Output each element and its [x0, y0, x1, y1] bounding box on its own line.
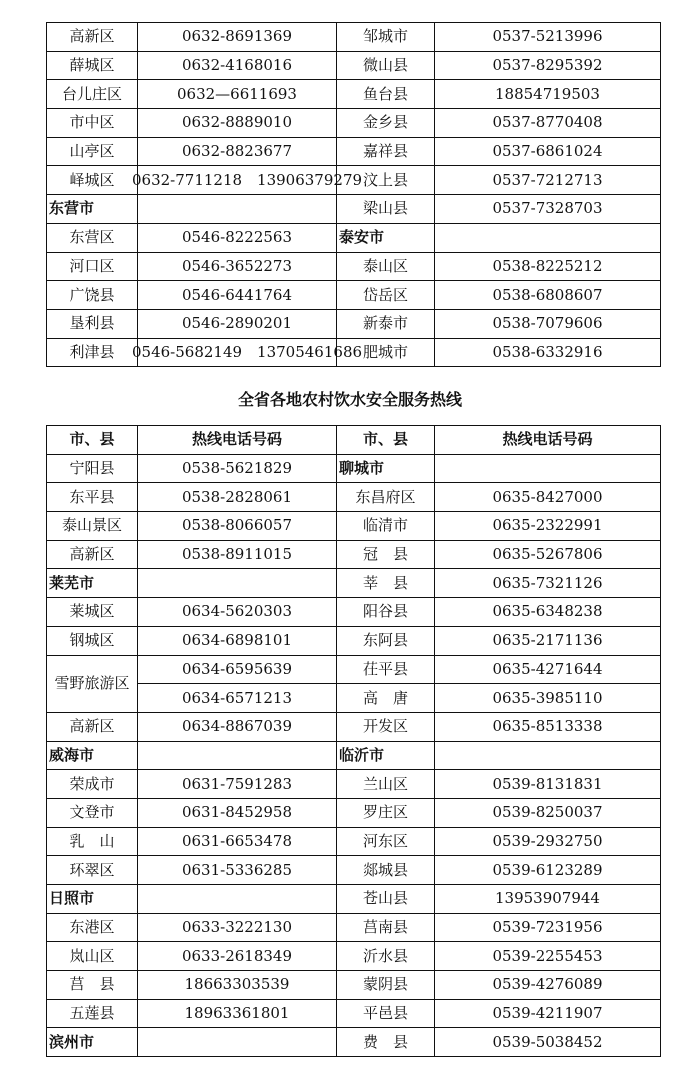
table-row	[47, 1028, 661, 1057]
phone-cell: 0634-5620303	[138, 598, 337, 627]
phone-cell: 0546-6441764	[138, 281, 337, 310]
county-cell: 五莲县	[47, 999, 138, 1028]
table-row	[47, 281, 661, 310]
column-header-county: 市、县	[47, 426, 138, 455]
phone-cell	[138, 741, 337, 770]
phone-cell: 0635-3985110	[435, 684, 661, 713]
phone-cell: 0537-8295392	[435, 51, 661, 80]
county-cell: 郯城县	[337, 856, 435, 885]
phone-cell: 0539-5038452	[435, 1028, 661, 1057]
county-cell: 利津县	[47, 338, 138, 367]
county-cell: 广饶县	[47, 281, 138, 310]
county-cell: 兰山区	[337, 770, 435, 799]
phone-cell: 0546-3652273	[138, 252, 337, 281]
table-row	[47, 770, 661, 799]
county-cell: 东昌府区	[337, 483, 435, 512]
table-row	[47, 166, 661, 195]
county-cell: 薛城区	[47, 51, 138, 80]
phone-cell: 0634-6595639	[138, 655, 337, 684]
county-cell: 东营区	[47, 223, 138, 252]
city-heading-cell: 威海市	[47, 741, 138, 770]
county-cell: 东平县	[47, 483, 138, 512]
column-header-county: 市、县	[337, 426, 435, 455]
county-cell: 开发区	[337, 712, 435, 741]
rural-water-hotline-table	[46, 425, 661, 1057]
table-row	[47, 223, 661, 252]
phone-cell: 0539-6123289	[435, 856, 661, 885]
table-row	[47, 798, 661, 827]
phone-cell: 0632-7711218 13906379279	[138, 166, 337, 195]
phone-cell: 0539-2932750	[435, 827, 661, 856]
county-cell: 沂水县	[337, 942, 435, 971]
phone-cell: 0634-8867039	[138, 712, 337, 741]
table-row	[47, 454, 661, 483]
county-cell: 阳谷县	[337, 598, 435, 627]
table-row	[47, 512, 661, 541]
county-cell: 泰山区	[337, 252, 435, 281]
phone-cell: 0538-6332916	[435, 338, 661, 367]
phone-cell: 0537-7328703	[435, 195, 661, 224]
table-row	[47, 338, 661, 367]
phone-cell: 0539-4276089	[435, 971, 661, 1000]
county-cell: 东港区	[47, 913, 138, 942]
county-cell: 梁山县	[337, 195, 435, 224]
county-cell: 市中区	[47, 109, 138, 138]
table-row	[47, 741, 661, 770]
phone-cell	[138, 569, 337, 598]
table-row	[47, 309, 661, 338]
phone-cell: 0632-8823677	[138, 137, 337, 166]
county-cell: 茌平县	[337, 655, 435, 684]
table-row	[47, 626, 661, 655]
city-heading-cell: 滨州市	[47, 1028, 138, 1057]
phone-cell	[138, 885, 337, 914]
county-cell: 莒 县	[47, 971, 138, 1000]
county-cell: 罗庄区	[337, 798, 435, 827]
county-cell: 钢城区	[47, 626, 138, 655]
phone-cell: 0538-5621829	[138, 454, 337, 483]
phone-cell: 0537-7212713	[435, 166, 661, 195]
table-row	[47, 252, 661, 281]
phone-cell: 0539-8250037	[435, 798, 661, 827]
phone-cell: 0635-7321126	[435, 569, 661, 598]
phone-cell: 0635-5267806	[435, 540, 661, 569]
table-row	[47, 80, 661, 109]
county-cell: 冠 县	[337, 540, 435, 569]
county-cell: 环翠区	[47, 856, 138, 885]
county-cell: 苍山县	[337, 885, 435, 914]
table-row	[47, 137, 661, 166]
city-heading-cell: 聊城市	[337, 454, 435, 483]
city-heading-cell: 泰安市	[337, 223, 435, 252]
phone-cell: 0635-8513338	[435, 712, 661, 741]
phone-cell: 0546-2890201	[138, 309, 337, 338]
table-row	[47, 885, 661, 914]
phone-cell	[435, 223, 661, 252]
city-heading-cell: 东营市	[47, 195, 138, 224]
county-cell: 高新区	[47, 23, 138, 52]
phone-cell: 0635-6348238	[435, 598, 661, 627]
table-row	[47, 195, 661, 224]
county-cell: 岱岳区	[337, 281, 435, 310]
phone-cell	[435, 741, 661, 770]
table-row	[47, 598, 661, 627]
table-row	[47, 51, 661, 80]
phone-cell: 0538-8066057	[138, 512, 337, 541]
county-cell: 高 唐	[337, 684, 435, 713]
phone-cell: 0539-4211907	[435, 999, 661, 1028]
phone-cell: 0539-7231956	[435, 913, 661, 942]
table-row	[47, 971, 661, 1000]
city-heading-cell: 莱芜市	[47, 569, 138, 598]
county-cell: 平邑县	[337, 999, 435, 1028]
county-cell: 岚山区	[47, 942, 138, 971]
phone-cell: 0537-6861024	[435, 137, 661, 166]
phone-cell: 0538-7079606	[435, 309, 661, 338]
county-cell: 垦利县	[47, 309, 138, 338]
phone-cell: 0539-8131831	[435, 770, 661, 799]
county-cell: 峄城区	[47, 166, 138, 195]
phone-cell: 0538-8225212	[435, 252, 661, 281]
county-cell: 微山县	[337, 51, 435, 80]
county-cell: 莒南县	[337, 913, 435, 942]
county-cell: 鱼台县	[337, 80, 435, 109]
phone-cell: 0632-8889010	[138, 109, 337, 138]
phone-cell: 13953907944	[435, 885, 661, 914]
phone-cell: 0631-8452958	[138, 798, 337, 827]
county-cell: 莱城区	[47, 598, 138, 627]
table-row	[47, 999, 661, 1028]
table-row	[47, 540, 661, 569]
county-cell: 文登市	[47, 798, 138, 827]
phone-cell: 0635-8427000	[435, 483, 661, 512]
table-row	[47, 655, 661, 684]
table-row	[47, 827, 661, 856]
county-cell: 乳 山	[47, 827, 138, 856]
section-title: 全省各地农村饮水安全服务热线	[237, 390, 462, 409]
county-cell: 莘 县	[337, 569, 435, 598]
phone-cell: 0635-4271644	[435, 655, 661, 684]
county-cell: 蒙阴县	[337, 971, 435, 1000]
city-heading-cell: 日照市	[47, 885, 138, 914]
phone-cell	[435, 454, 661, 483]
phone-cell: 0635-2322991	[435, 512, 661, 541]
phone-cell: 18963361801	[138, 999, 337, 1028]
county-cell-merged: 雪野旅游区	[47, 655, 138, 712]
column-header-phone: 热线电话号码	[435, 426, 661, 455]
table-row	[47, 942, 661, 971]
phone-cell: 0538-6808607	[435, 281, 661, 310]
county-cell: 河口区	[47, 252, 138, 281]
county-cell: 邹城市	[337, 23, 435, 52]
county-cell: 河东区	[337, 827, 435, 856]
phone-cell: 18854719503	[435, 80, 661, 109]
table-row	[47, 684, 661, 713]
phone-cell: 0632—6611693	[138, 80, 337, 109]
table-row	[47, 483, 661, 512]
phone-cell: 0537-5213996	[435, 23, 661, 52]
county-cell: 高新区	[47, 712, 138, 741]
phone-cell: 0538-2828061	[138, 483, 337, 512]
county-cell: 汶上县	[337, 166, 435, 195]
county-cell: 费 县	[337, 1028, 435, 1057]
table-row	[47, 23, 661, 52]
county-cell: 宁阳县	[47, 454, 138, 483]
county-cell: 临清市	[337, 512, 435, 541]
county-cell: 嘉祥县	[337, 137, 435, 166]
county-cell: 东阿县	[337, 626, 435, 655]
phone-cell: 18663303539	[138, 971, 337, 1000]
phone-cell: 0634-6898101	[138, 626, 337, 655]
table-row	[47, 913, 661, 942]
table-row	[47, 109, 661, 138]
county-cell: 山亭区	[47, 137, 138, 166]
phone-cell: 0635-2171136	[435, 626, 661, 655]
phone-cell: 0633-2618349	[138, 942, 337, 971]
county-cell: 台儿庄区	[47, 80, 138, 109]
county-cell: 金乡县	[337, 109, 435, 138]
table-row	[47, 856, 661, 885]
phone-cell: 0631-6653478	[138, 827, 337, 856]
phone-cell: 0633-3222130	[138, 913, 337, 942]
phone-cell: 0539-2255453	[435, 942, 661, 971]
table-row	[47, 569, 661, 598]
phone-cell: 0631-7591283	[138, 770, 337, 799]
county-cell: 荣成市	[47, 770, 138, 799]
county-cell: 新泰市	[337, 309, 435, 338]
phone-cell	[138, 1028, 337, 1057]
column-header-phone: 热线电话号码	[138, 426, 337, 455]
header-row	[47, 426, 661, 455]
phone-cell: 0634-6571213	[138, 684, 337, 713]
county-cell: 高新区	[47, 540, 138, 569]
phone-cell: 0537-8770408	[435, 109, 661, 138]
county-cell: 泰山景区	[47, 512, 138, 541]
county-cell: 肥城市	[337, 338, 435, 367]
phone-cell: 0538-8911015	[138, 540, 337, 569]
phone-cell: 0632-4168016	[138, 51, 337, 80]
phone-cell: 0632-8691369	[138, 23, 337, 52]
phone-cell: 0546-8222563	[138, 223, 337, 252]
phone-cell	[138, 195, 337, 224]
city-heading-cell: 临沂市	[337, 741, 435, 770]
phone-cell: 0546-5682149 13705461686	[138, 338, 337, 367]
phone-cell: 0631-5336285	[138, 856, 337, 885]
hotline-table-continued	[46, 22, 661, 367]
table-row	[47, 712, 661, 741]
